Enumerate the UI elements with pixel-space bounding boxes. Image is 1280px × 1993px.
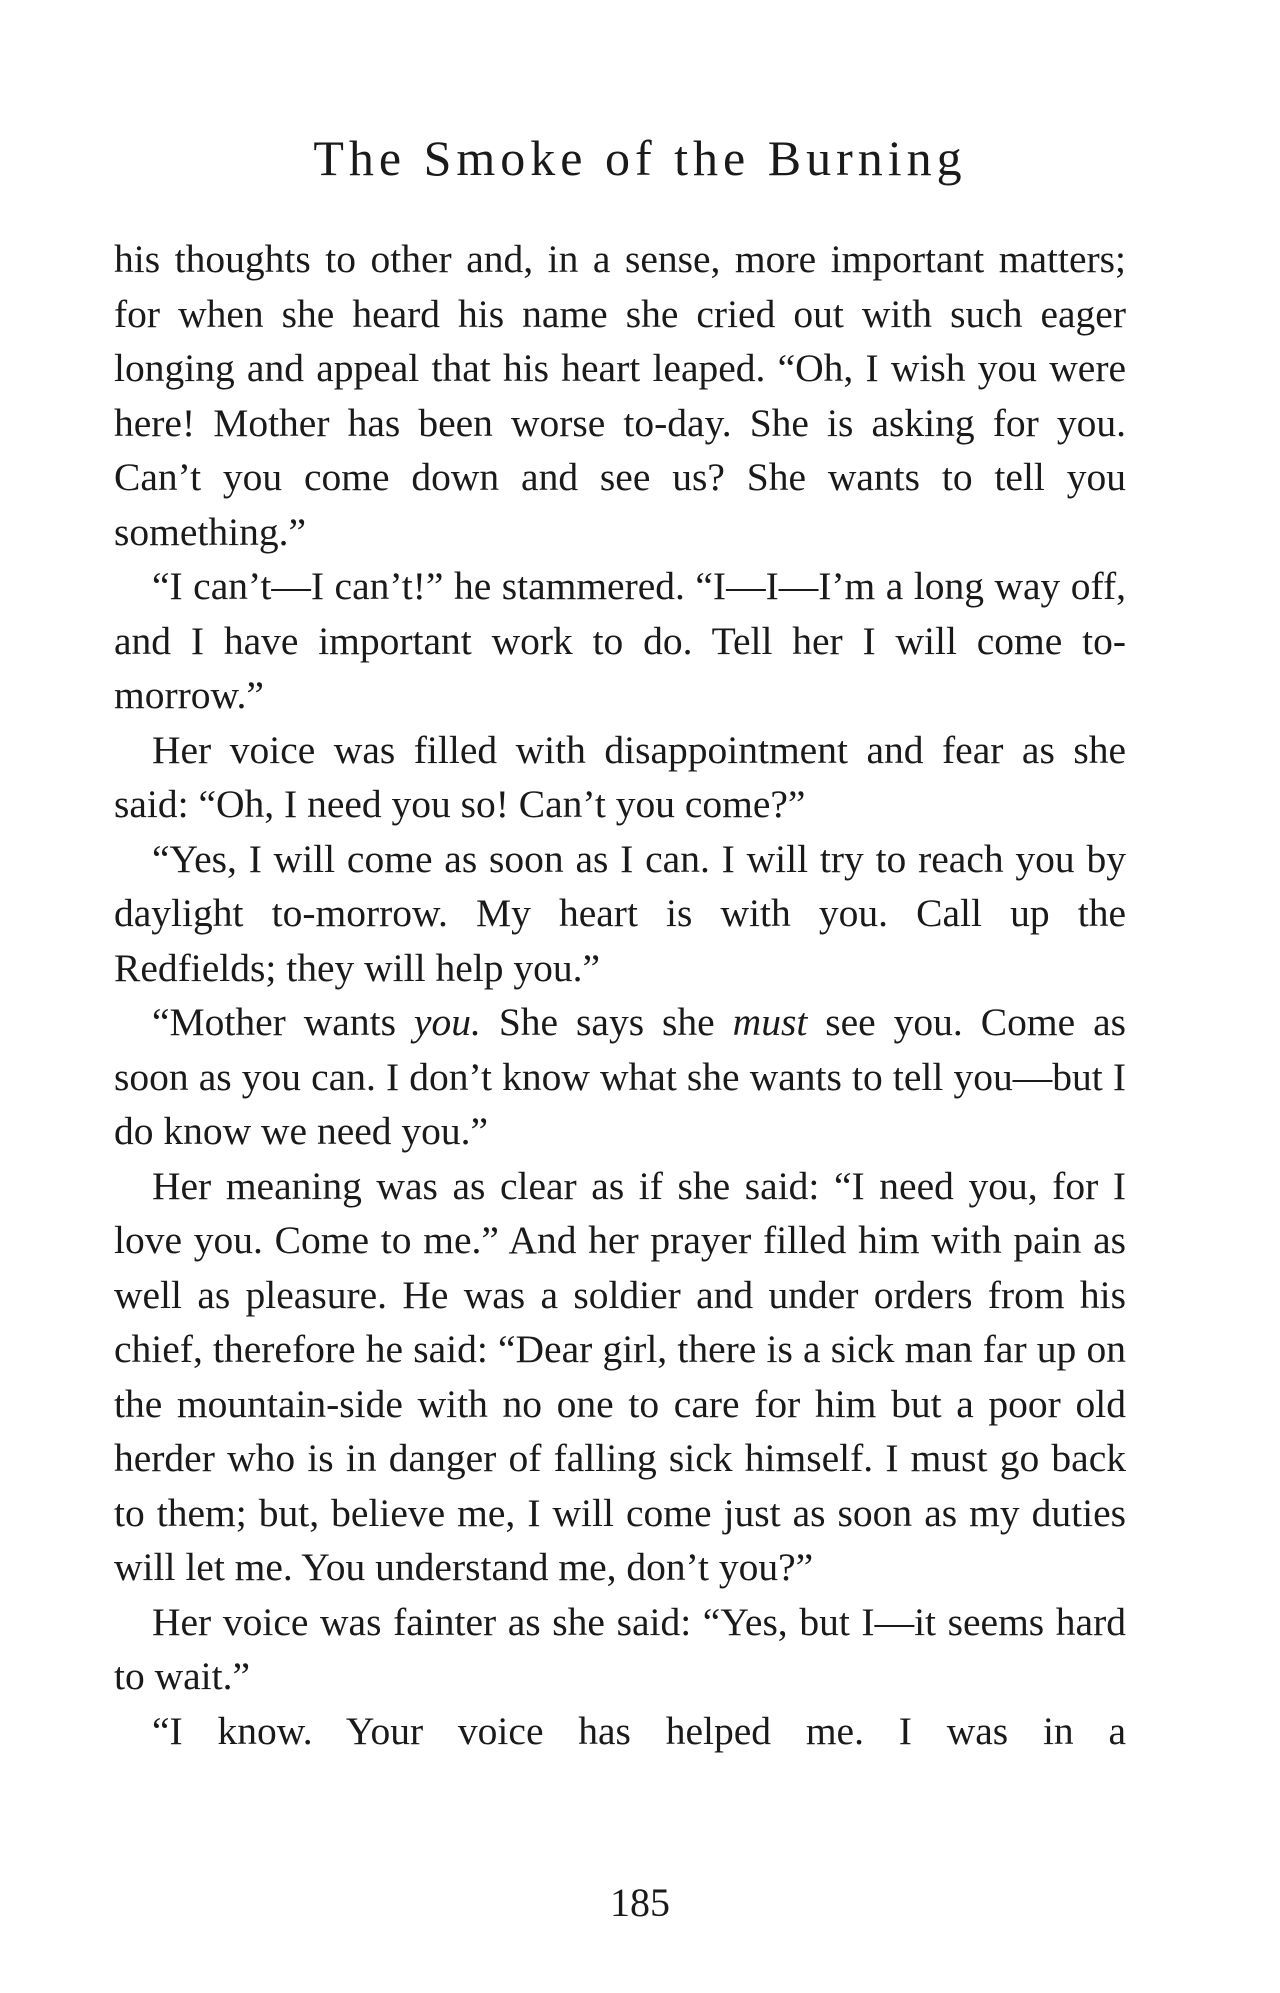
paragraph-text: see you. Come as soon as you can. I don’t know what she wants to tell you—but I do know we need you.”: [114, 1000, 1127, 1153]
paragraph-text: Her voice was fainter as she said: “Yes, but I—it seems hard to wait.”: [114, 1599, 1126, 1698]
paragraph-text: Her voice was filled with disappointment and fear as she said: “Oh, I need you so! Can’t you come?”: [114, 727, 1126, 826]
paragraph-6: [114, 1159, 1126, 1595]
paragraph-8: [114, 1704, 1126, 1759]
paragraph-text: “I can’t—I can’t!” he stammered. “I—I—I’m a long way off, and I have important work to do. Tell her I will come to-morrow.”: [114, 564, 1126, 717]
emphasis-must: must: [732, 1000, 808, 1044]
page-number: 185: [610, 1880, 670, 1925]
paragraph-7: [114, 1595, 1126, 1704]
paragraph-text: Her meaning was as clear as if she said: “I need you, for I love you. Come to me.” And her prayer filled him with pain as well as pleasure. He was a soldier and under orders from his chief, therefore he said: “Dear girl, there is a sick man far up on the mountain-side with no one to care for him but a poor old herder who is in danger of falling sick himself. I must go back to them; but, believe me, I will come just as soon as my duties will let me. You understand me, don’t you?”: [114, 1163, 1126, 1589]
emphasis-you: you.: [413, 1000, 481, 1044]
paragraph-2: [114, 559, 1126, 723]
paragraph-1: [114, 232, 1126, 559]
paragraph-text: She says she: [480, 1000, 733, 1044]
paragraph-text: “Yes, I will come as soon as I can. I will try to reach you by daylight to-morrow. My heart is with you. Call up the Redfields; they will help you.”: [114, 836, 1126, 990]
paragraph-4: [114, 832, 1126, 996]
body-text: [114, 232, 1126, 1758]
paragraph-3: [114, 723, 1126, 832]
paragraph-text: “Mother wants: [152, 1000, 414, 1044]
paragraph-text: his thoughts to other and, in a sense, more important matters; for when she heard his name she cried out with such eager longing and appeal that his heart leaped. “Oh, I wish you were here! Mother has been worse to-day. She is asking for you. Can’t you come down and see us? She wants to tell you something.”: [114, 237, 1126, 554]
paragraph-text: “I know. Your voice has helped me. I was in a: [152, 1708, 1126, 1753]
paragraph-5: [114, 995, 1126, 1159]
running-head: The Smoke of the Burning: [313, 130, 967, 186]
